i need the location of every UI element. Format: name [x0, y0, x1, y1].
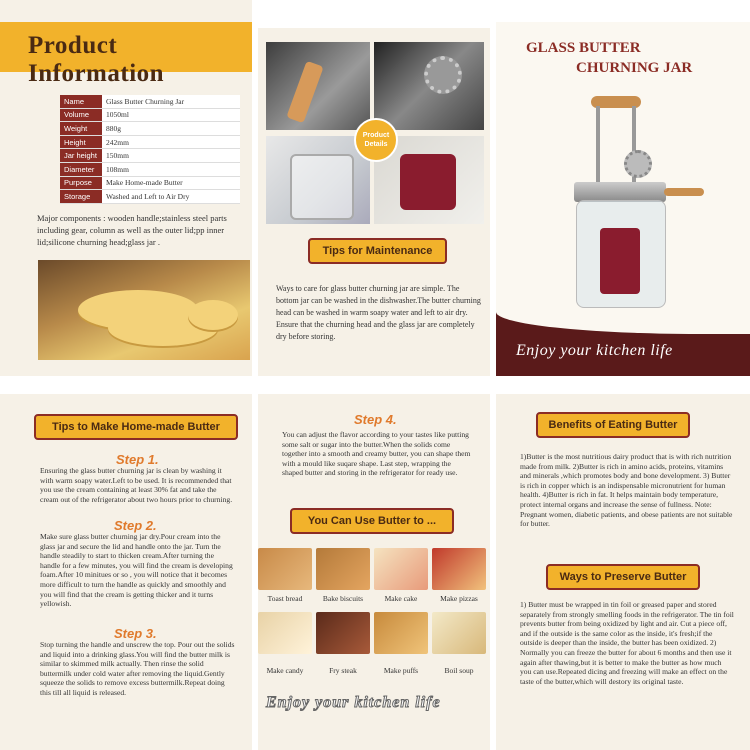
spec-row: [60, 149, 240, 163]
steel-column: [596, 106, 600, 186]
hero-title-line1: GLASS BUTTER: [526, 40, 641, 56]
use-caption: Boil soup: [444, 666, 474, 675]
food-photo-pizza: [432, 548, 486, 590]
step3-text: Stop turning the handle and unscrew the top. Pour out the solids and liquid into a drinking glass.You will find the butter milk is similar to skimmed milk actually. Then rinse the solid buttermilk under cold water after removing the liquid.Gently squeeze the solids to remove excess buttermilk.Repeat doing this till all liquid is released.: [40, 640, 235, 697]
step2-label: Step 2.: [114, 518, 157, 533]
handle-photo: [266, 42, 370, 130]
benefits-text: 1)Butter is the most nutritious dairy product that is with rich nutrition made from milk. 2)Butter is rich in amino acids, proteins, vitamins and minerals ,which promotes body and bone development. 3) Butter is rich in copper which is an indispensable micronutrient for human health. 4)Butter is rich in fat. It helps maintain body temperature, protect internal organs and increase the sense of fullness. Note: Pregnant women, diabetic patients, and obese patients are not suitable for butter.: [520, 452, 733, 529]
product-info-banner: [0, 22, 252, 87]
food-photo-candy: [258, 612, 312, 654]
step4-text: You can adjust the flavor according to your tastes like putting some salt or sugar into the butter.When the solids come together into a smooth and creamy butter, you can shape them with a mould like suqare shape. Last step, wrapping the shaped butter and storing in the refrigerator for ready use.: [282, 430, 471, 478]
spec-key: Jar height: [60, 149, 102, 163]
glass-jar: [290, 154, 354, 220]
uses-title: You Can Use Butter to ...: [290, 508, 454, 534]
use-caption: Make candy: [266, 666, 304, 675]
gear-icon: [424, 56, 462, 94]
silicone-paddle: [600, 228, 640, 294]
steps-panel: [0, 394, 252, 750]
use-caption: Make cake: [384, 594, 418, 603]
maintenance-text: Ways to care for glass butter churning jar are simple. The bottom jar can be washed in the dishwasher.The butter churning head can be washed in warm soapy water and left to air dry. Ensure that the churning head and the glass jar are completely dry before storing.: [276, 284, 481, 341]
section-divider: [0, 378, 750, 392]
preserve-title: Ways to Preserve Butter: [546, 564, 700, 590]
product-details-badge: Product Details: [354, 118, 398, 162]
hero-panel: [496, 22, 750, 376]
uses-slogan: Enjoy your kitchen life: [266, 694, 441, 711]
spec-value: 880g: [102, 122, 240, 136]
use-caption: Bake biscuits: [322, 594, 364, 603]
components-text: Major components : wooden handle;stainless steel parts including gear, column as well as the outer lid;pp inner lid;silicone churning head;glass jar .: [37, 213, 227, 247]
preserve-text: 1) Butter must be wrapped in tin foil or greased paper and stored separately from strongly smelling foods in the refrigerator. The tin foil prevents butter from being oxidized by light and air. Cut a piece off, and if the outside is the same color as the inside, it's fresh;if the outside is deeper than the inside, the butter has been oxidized. 2) Normally you can freeze the butter for about 6 months and then use it again after thawing,but it is better to make the butter as how much you can use.Repeated dicing and freezing will make an effect on the taste of the butter,which will destory its original taste.: [520, 600, 734, 686]
spec-value: Make Home-made Butter: [102, 176, 240, 190]
silicone-paddle: [400, 154, 456, 210]
spec-key: Diameter: [60, 162, 102, 176]
spec-value: Washed and Left to Air Dry: [102, 190, 240, 204]
spec-key: Weight: [60, 122, 102, 136]
food-photo-toast: [258, 548, 312, 590]
use-caption: Toast bread: [267, 594, 303, 603]
spec-value: Glass Butter Churning Jar: [102, 95, 240, 108]
product-info-title: Product Information: [28, 32, 165, 87]
spec-row: [60, 122, 240, 136]
hero-title-line2: CHURNING JAR: [576, 60, 693, 76]
steel-lid: [574, 182, 666, 202]
hero-footer: [496, 312, 750, 376]
benefits-panel: [496, 394, 750, 750]
food-photo-soup: [432, 612, 486, 654]
use-caption: Fry steak: [329, 666, 357, 675]
spec-row: [60, 176, 240, 190]
spec-row: [60, 135, 240, 149]
use-caption: Make puffs: [383, 666, 419, 675]
spec-table: [60, 95, 240, 204]
spec-row: [60, 95, 240, 108]
jar-photo: [266, 136, 370, 224]
food-photo-biscuits: [316, 548, 370, 590]
spec-value: 242mm: [102, 135, 240, 149]
maintenance-title: Tips for Maintenance: [308, 238, 447, 264]
food-photo-puffs: [374, 612, 428, 654]
spec-row: [60, 162, 240, 176]
spec-key: Volume: [60, 108, 102, 122]
step1-label: Step 1.: [116, 452, 159, 467]
spec-value: 1050ml: [102, 108, 240, 122]
butter-photo: [38, 260, 250, 360]
spec-key: Name: [60, 95, 102, 108]
spec-key: Purpose: [60, 176, 102, 190]
product-info-panel: [0, 0, 252, 376]
uses-panel: [258, 394, 490, 750]
spec-key: Height: [60, 135, 102, 149]
footer-curve: [496, 312, 750, 334]
step2-text: Make sure glass butter churning jar dry.Pour cream into the glass jar and secure the lid and handle onto the jar. Turn the handle steadily to start to thicken cream.After turning the handle for a few minutes, you will find the cream is developing foam.After 10 minitues or so , you will notice that it becomes more difficult to turn the handle as quickly and smoothly and you will find that the cream is getting thicker and it turns yellowish.: [40, 532, 233, 609]
step4-label: Step 4.: [354, 412, 397, 427]
spec-row: [60, 190, 240, 204]
butter-slab: [188, 300, 238, 330]
spec-value: 108mm: [102, 162, 240, 176]
food-photo-steak: [316, 612, 370, 654]
benefits-title: Benefits of Eating Butter: [536, 412, 690, 438]
details-panel: [258, 28, 490, 376]
wooden-handle: [286, 61, 323, 124]
food-photo-cake: [374, 548, 428, 590]
step1-text: Ensuring the glass butter churning jar is clean by washing it with warm soapy water.Left to be used. It is recommended that you use the cream containing at least 30% fat and take the cream out of the refrigerator about two hours prior to churning.: [40, 466, 233, 504]
spec-key: Storage: [60, 190, 102, 204]
hero-slogan: Enjoy your kitchen life: [516, 342, 673, 359]
crank-handle: [664, 188, 704, 196]
step3-label: Step 3.: [114, 626, 157, 641]
gear-photo: [374, 42, 484, 130]
steps-title: Tips to Make Home-made Butter: [34, 414, 238, 440]
spec-row: [60, 108, 240, 122]
spec-value: 150mm: [102, 149, 240, 163]
use-caption: Make pizzas: [440, 594, 478, 603]
gear-icon: [624, 150, 652, 178]
